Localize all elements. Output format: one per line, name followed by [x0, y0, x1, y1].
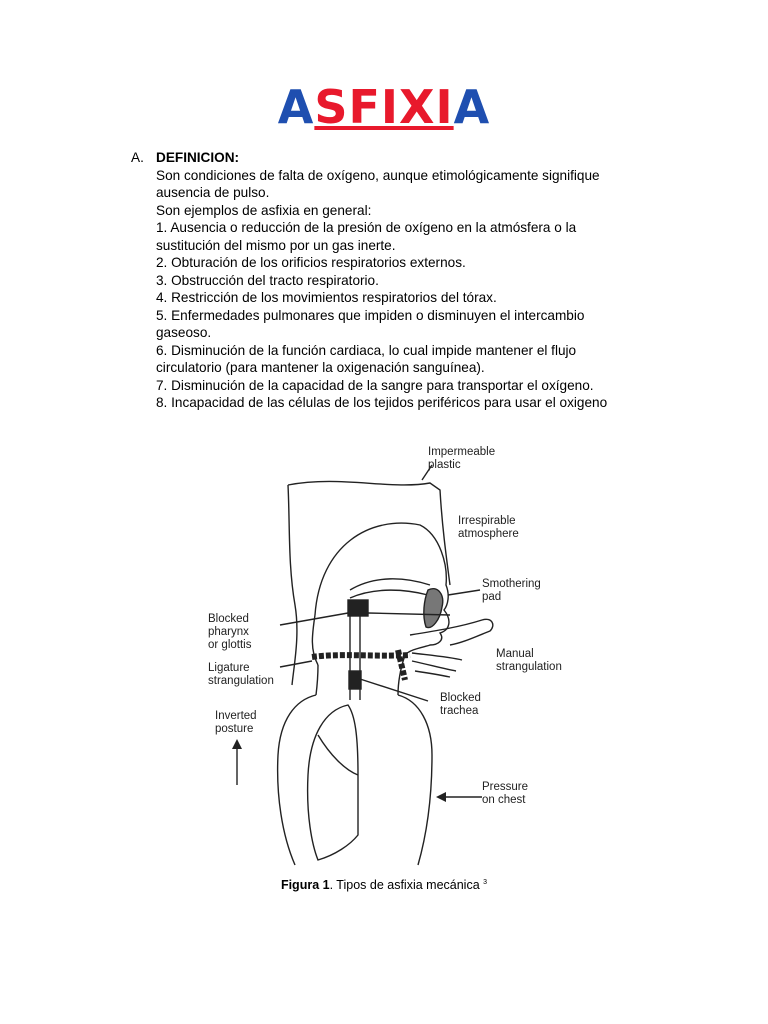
oral-cavity	[350, 579, 430, 598]
label-pressure: Pressure on chest	[482, 781, 529, 806]
paragraph-examples-lead: Son ejemplos de asfixia en general:	[156, 202, 372, 218]
title-part-1: A	[277, 80, 315, 134]
asphyxia-diagram	[200, 435, 580, 870]
title-part-3: A	[453, 80, 491, 134]
title-part-2: SFIXI	[314, 80, 454, 134]
torso-right	[398, 695, 432, 865]
list-item-4: 4. Restricción de los movimientos respiratorios del tórax.	[156, 290, 497, 305]
list-item-6: 6. Disminución de la función cardiaca, lo cual impide mantener el flujo circulatorio (para mantener la oxigenación sanguínea).	[156, 342, 577, 375]
list-item-8: 8. Incapacidad de las células de los tejidos periféricos para usar el oxigeno	[156, 395, 608, 410]
trachea-blockage	[349, 671, 361, 689]
list-item-7: 7. Disminución de la capacidad de la sangre para transportar el oxígeno.	[156, 377, 594, 393]
plastic-bag-top	[288, 481, 450, 585]
paragraph-intro: Son condiciones de falta de oxígeno, aunque etimológicamente signifique ausencia de pulso.	[156, 167, 600, 200]
label-irrespirable: Irrespirable atmosphere	[458, 515, 519, 540]
pressure-arrow-head	[436, 792, 446, 802]
leader-trachea	[360, 679, 428, 701]
caption-label: Figura 1	[280, 878, 330, 892]
list-item-5: 5. Enfermedades pulmonares que impiden o disminuyen el intercambio gaseoso.	[156, 307, 585, 340]
label-ligature: Ligature strangulation	[208, 662, 274, 687]
strangling-hand	[410, 619, 493, 677]
list-item-3: 3. Obstrucción del tracto respiratorio.	[156, 272, 379, 288]
ligature-rope	[312, 655, 410, 657]
plastic-bag-left	[288, 485, 297, 685]
section-heading: DEFINICION:	[156, 150, 240, 165]
lung	[308, 705, 358, 860]
label-manual: Manual strangulation	[496, 648, 562, 673]
list-item-1: 1. Ausencia o reducción de la presión de oxígeno en la atmósfera o la sustitución del mismo por un gas inerte.	[156, 220, 577, 253]
document-title	[0, 80, 768, 134]
inverted-arrow-head	[232, 739, 242, 749]
label-inverted: Inverted posture	[215, 710, 257, 735]
caption-reference: 3	[483, 878, 488, 886]
label-impermeable: Impermeable plastic	[428, 446, 496, 471]
leader-ligature	[280, 661, 312, 667]
list-item-2: 2. Obturación de los orificios respiratorios externos.	[156, 255, 466, 270]
list-marker: A.	[131, 150, 144, 165]
pharynx-blockage	[348, 600, 368, 616]
leader-smothering	[448, 590, 480, 595]
torso-left	[278, 695, 316, 865]
smothering-pad	[424, 589, 443, 628]
label-smothering: Smothering pad	[482, 578, 541, 603]
caption-text: . Tipos de asfixia mecánica	[329, 878, 484, 892]
label-blocked-pharynx: Blocked pharynx or glottis	[208, 613, 252, 651]
figure-caption	[0, 878, 768, 892]
label-blocked-trachea: Blocked trachea	[440, 692, 481, 717]
